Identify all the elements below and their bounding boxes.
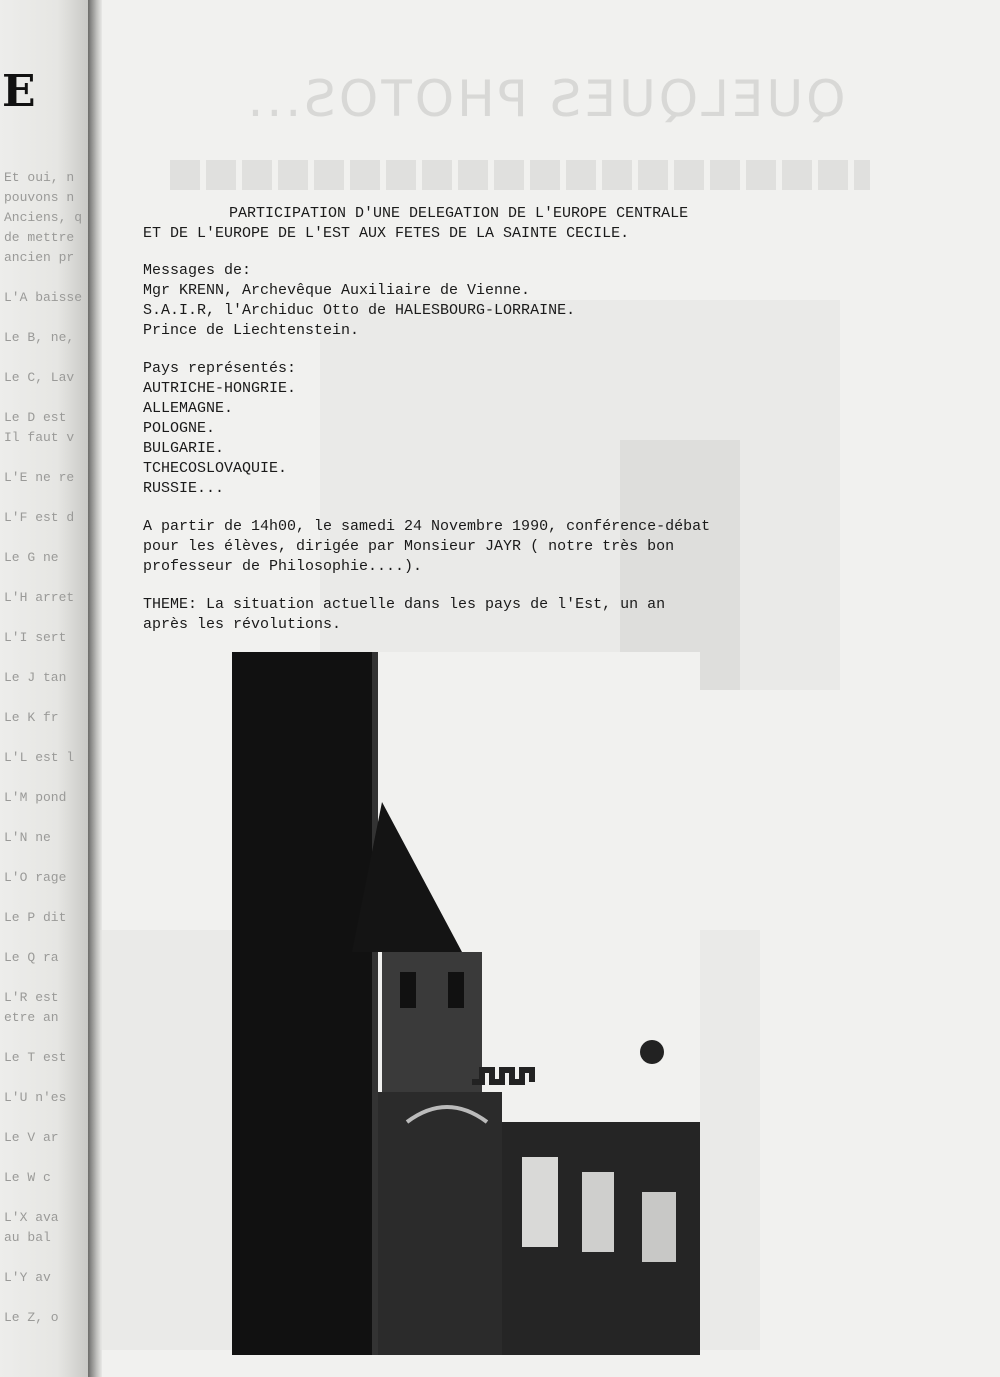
left-page-snippet: Il faut v: [4, 430, 75, 445]
left-page-snippet: Et oui, n: [4, 170, 75, 185]
left-page-snippet: L'U n'es: [4, 1090, 67, 1105]
left-page-snippet: au bal: [4, 1230, 51, 1245]
left-page-snippet: L'N ne: [4, 830, 51, 845]
left-page-snippet: ancien pr: [4, 250, 75, 265]
left-page-snippet: Le K fr: [4, 710, 59, 725]
countries-label: Pays représentés:: [143, 360, 297, 377]
country-item: POLOGNE.: [143, 420, 216, 437]
theme-line: THEME: La situation actuelle dans les pays de l'Est, un an: [143, 596, 666, 613]
left-page-snippet: L'R est: [4, 990, 59, 1005]
country-item: ALLEMAGNE.: [143, 400, 234, 417]
messages-item: Mgr KRENN, Archevêque Auxiliaire de Vienne.: [143, 282, 531, 299]
left-page-snippet: etre an: [4, 1010, 59, 1025]
heading-line-1: PARTICIPATION D'UNE DELEGATION DE L'EUROPE CENTRALE: [229, 205, 689, 222]
left-page-snippet: Le W c: [4, 1170, 51, 1185]
left-page-snippet: Le T est: [4, 1050, 67, 1065]
left-page-edge: [0, 0, 96, 1377]
left-page-snippet: Le J tan: [4, 670, 67, 685]
left-page-snippet: Le C, Lav: [4, 370, 75, 385]
left-page-snippet: Le G ne: [4, 550, 59, 565]
left-page-snippet: L'O rage: [4, 870, 67, 885]
conference-line: professeur de Philosophie....).: [143, 558, 423, 575]
country-item: BULGARIE.: [143, 440, 225, 457]
left-page-snippet: Le Z, o: [4, 1310, 59, 1325]
left-page-snippet: Le V ar: [4, 1130, 59, 1145]
ghost-mirrored-title: QUELQUES PHOTOS...: [244, 70, 846, 128]
country-item: TCHECOSLOVAQUIE.: [143, 460, 288, 477]
left-page-snippet: L'Y av: [4, 1270, 51, 1285]
ghost-photo-upper: [320, 300, 840, 690]
right-page: [100, 0, 1000, 1377]
country-item: AUTRICHE-HONGRIE.: [143, 380, 297, 397]
left-page-snippet: L'H arret: [4, 590, 75, 605]
left-page-snippet: L'X ava: [4, 1210, 59, 1225]
left-page-snippet: L'M pond: [4, 790, 67, 805]
left-page-snippet: L'L est l: [4, 750, 75, 765]
messages-label: Messages de:: [143, 262, 252, 279]
left-page-snippet: L'I sert: [4, 630, 67, 645]
left-page-snippet: Le D est: [4, 410, 67, 425]
left-page-snippet: L'A baisse: [4, 290, 83, 305]
heading-line-2: ET DE L'EUROPE DE L'EST AUX FETES DE LA SAINTE CECILE.: [143, 225, 630, 242]
left-page-drop-letter: E: [2, 66, 36, 117]
conference-line: pour les élèves, dirigée par Monsieur JAYR ( notre très bon: [143, 538, 675, 555]
country-item: RUSSIE...: [143, 480, 225, 497]
left-page-snippet: Le P dit: [4, 910, 67, 925]
theme-line: après les révolutions.: [143, 616, 342, 633]
left-page-snippet: Anciens, q: [4, 210, 83, 225]
ghost-text-band: [170, 160, 870, 190]
church-tower-photo: [232, 652, 700, 1355]
messages-item: S.A.I.R, l'Archiduc Otto de HALESBOURG-LORRAINE.: [143, 302, 576, 319]
left-page-snippet: L'E ne re: [4, 470, 75, 485]
left-page-snippet: Le B, ne,: [4, 330, 75, 345]
messages-item: Prince de Liechtenstein.: [143, 322, 360, 339]
left-page-snippet: Le Q ra: [4, 950, 59, 965]
conference-line: A partir de 14h00, le samedi 24 Novembre 1990, conférence-débat: [143, 518, 711, 535]
left-page-snippet: L'F est d: [4, 510, 75, 525]
left-page-snippet: pouvons n: [4, 190, 75, 205]
left-page-snippet: de mettre: [4, 230, 75, 245]
